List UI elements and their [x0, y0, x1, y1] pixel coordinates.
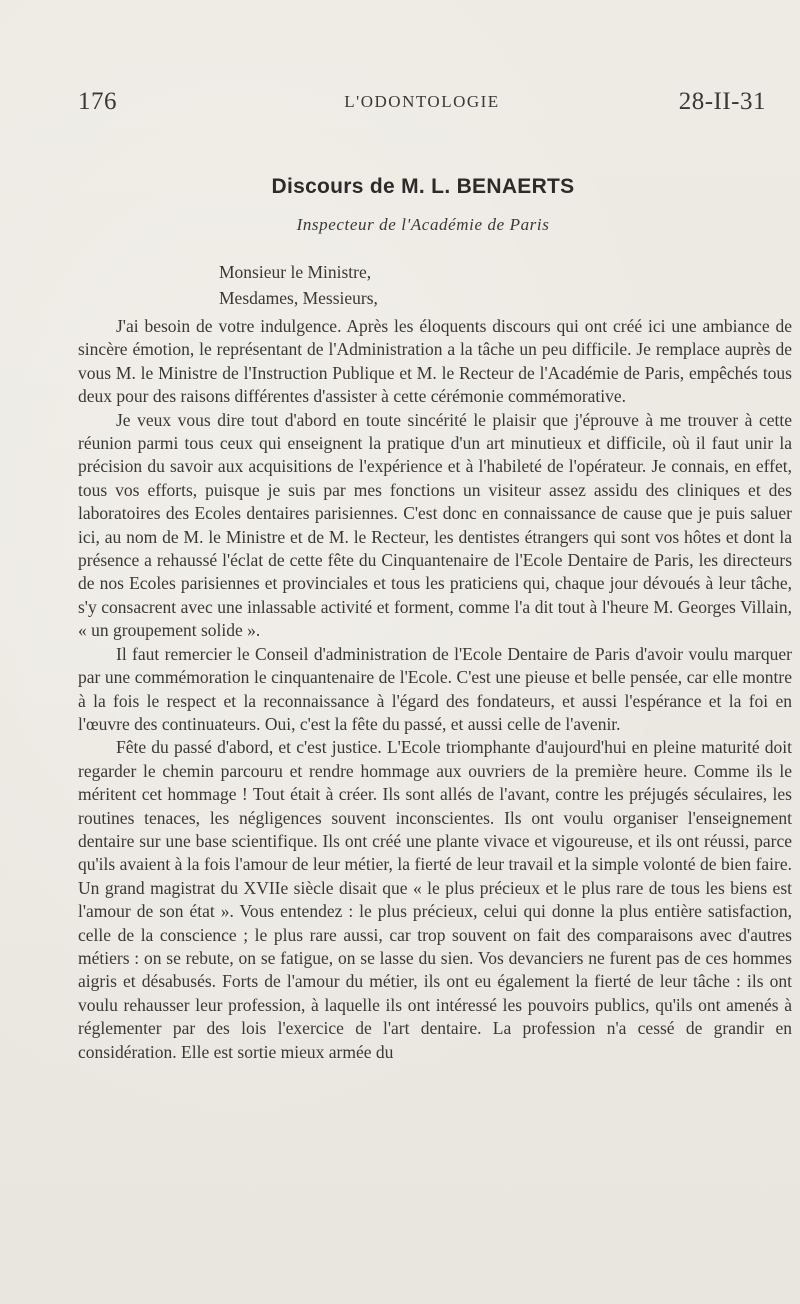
salutation-line: Monsieur le Ministre, — [219, 262, 372, 282]
salutation — [219, 259, 378, 311]
issue-date: 28-II-31 — [678, 88, 766, 115]
paragraph: Fête du passé d'abord, et c'est justice. L'Ecole triomphante d'aujourd'hui en pleine maturité doit regarder le chemin parcouru et rendre hommage aux ouvriers de la première heure. Comme ils le méritent cet hommage ! Tout était à créer. Ils sont allés de l'avant, contre les préjugés séculaires, les routines tenaces, les négligences souvent inconscientes. Ils ont voulu organiser l'enseignement dentaire sur une base scientifique. Ils ont créé une plante vivace et vigoureuse, et ils ont réussi, parce qu'ils avaient à la fois l'amour de leur métier, la fierté de leur travail et la simple volonté de bien faire. Un grand magistrat du XVIIe siècle disait que « le plus précieux et le plus rare de tous les biens est l'amour de son état ». Vous entendez : le plus précieux, celui qui donne la plus entière satisfaction, celle de la conscience ; le plus rare aussi, car trop souvent on fait des comparaisons avec d'autres métiers : on se rebute, on se fatigue, on se lasse du sien. Vos devanciers ne furent pas de ces hommes aigris et désabusés. Forts de l'amour du métier, ils ont eu également la fierté de leur tâche : ils ont voulu rehausser leur profession, à laquelle ils ont intéressé les pouvoirs publics, qu'ils ont amenés à réglementer par des lois l'exercice de l'art dentaire. La profession n'a cessé de grandir en considération. Elle est sortie mieux armée du — [78, 737, 792, 1062]
article-subtitle: Inspecteur de l'Académie de Paris — [296, 215, 550, 234]
paragraph: J'ai besoin de votre indulgence. Après les éloquents discours qui ont créé ici une ambiance de sincère émotion, le représentant de l'Administration a la tâche un peu difficile. Je remplace auprès de vous M. le Ministre de l'Instruction Publique et M. le Recteur de l'Académie de Paris, empêchés tous deux pour des raisons différentes d'assister à cette cérémonie commémorative. — [78, 316, 792, 407]
article-title: Discours de M. L. BENAERTS — [271, 175, 575, 198]
page-number: 176 — [78, 88, 117, 115]
salutation-line: Mesdames, Messieurs, — [219, 288, 378, 308]
paragraph: Je veux vous dire tout d'abord en toute sincérité le plaisir que j'éprouve à me trouver à cette réunion parmi tous ceux qui enseignent la pratique d'un art minutieux et difficile, où il faut unir la précision du savoir aux acquisitions de l'expérience et à l'habileté de l'opérateur. Je connais, en effet, tous vos efforts, puisque je suis par mes fonctions un visiteur assez assidu des cliniques et des laboratoires des Ecoles dentaires parisiennes. C'est donc en connaissance de cause que je puis saluer ici, au nom de M. le Ministre et de M. le Recteur, les dentistes étrangers qui sont vos hôtes et dont la présence a rehaussé l'éclat de cette fête du Cinquantenaire de l'Ecole Dentaire de Paris, les directeurs de nos Ecoles parisiennes et provinciales et tous les praticiens qui, chaque jour dévoués à leur tâche, s'y consacrent avec une inlassable activité et forment, comme l'a dit tout à l'heure M. Georges Villain, « un groupement solide ». — [78, 409, 792, 641]
running-header — [78, 88, 766, 124]
paragraph: Il faut remercier le Conseil d'administration de l'Ecole Dentaire de Paris d'avoir voulu marquer par une commémoration le cinquantenaire de l'Ecole. C'est une pieuse et belle pensée, car elle montre à la fois le respect et la reconnaissance à l'égard des fondateurs, et aussi l'espérance et la foi en l'œuvre des continuateurs. Oui, c'est la fête du passé, et aussi celle de l'avenir. — [78, 643, 792, 734]
article-body — [78, 315, 792, 1064]
journal-title: L'ODONTOLOGIE — [344, 92, 500, 111]
